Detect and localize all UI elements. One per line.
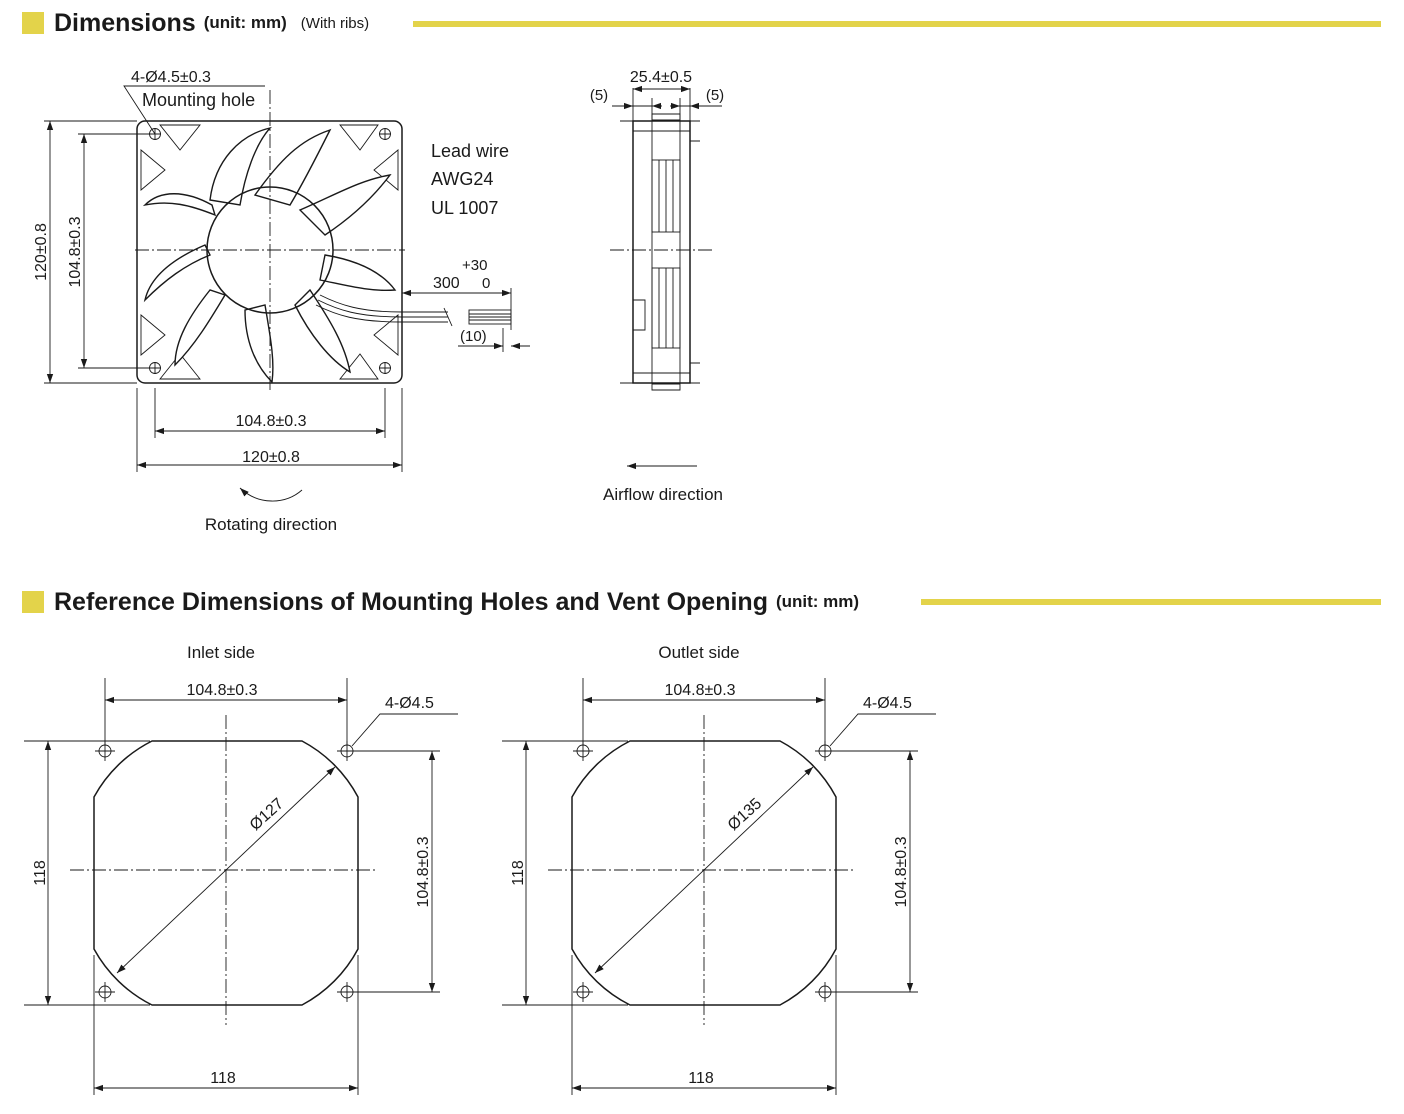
- outlet-label: Outlet side: [658, 643, 740, 662]
- diameter: Ø135: [724, 795, 766, 835]
- top-dim-label: 104.8±0.3: [664, 682, 736, 699]
- section-title: Reference Dimensions of Mounting Holes and Vent Opening: [54, 587, 768, 616]
- width-inner: 104.8±0.3: [235, 413, 307, 430]
- wire-tolerance-plus: +30: [462, 257, 488, 274]
- inlet-side-drawing: [24, 643, 458, 1095]
- side-hub: [633, 114, 680, 390]
- rotating-label: Rotating direction: [204, 515, 338, 534]
- depth: 25.4±0.5: [629, 69, 693, 86]
- airflow-label: Airflow direction: [603, 485, 723, 504]
- height-outer: 120±0.8: [33, 223, 50, 281]
- bottom-dim-label: 118: [210, 1070, 236, 1087]
- width-outer: 120±0.8: [242, 449, 300, 466]
- hole-leader: [352, 714, 458, 746]
- rib-left: (5): [589, 87, 609, 104]
- extension-lines: [633, 88, 690, 121]
- fan-front-view: [33, 69, 530, 534]
- hole-callout: 4-Ø4.5±0.3: [131, 69, 211, 86]
- section-title: Dimensions: [54, 8, 196, 37]
- fan-side-view: [590, 69, 724, 504]
- hole-label: Mounting hole: [142, 90, 256, 110]
- strip-length: (10): [460, 328, 487, 345]
- wire-tolerance-minus: 0: [482, 275, 491, 292]
- outlet-side-drawing: [502, 643, 936, 1095]
- inlet-label: Inlet side: [186, 643, 256, 662]
- right-dim-label: 104.8±0.3: [893, 836, 910, 908]
- hole-callout: 4-Ø4.5: [385, 695, 434, 712]
- lead-wires: [402, 308, 511, 326]
- section-note: (With ribs): [300, 14, 370, 32]
- lead-wire-gauge: AWG24: [431, 169, 494, 189]
- lead-wire-standard: UL 1007: [431, 198, 499, 218]
- hole-leader: [830, 714, 936, 746]
- section-unit: (unit: mm): [203, 13, 287, 32]
- rotating-arrow-icon: [240, 488, 302, 501]
- extension-lines: [44, 121, 155, 383]
- bottom-dim-label: 118: [688, 1070, 714, 1087]
- left-dim-label: 118: [510, 860, 527, 886]
- wire-length: 300: [433, 275, 460, 292]
- section-unit: (unit: mm): [775, 592, 860, 611]
- top-dim-label: 104.8±0.3: [186, 682, 258, 699]
- rib-right: (5): [705, 87, 725, 104]
- lead-wire-label: Lead wire: [431, 141, 510, 161]
- diameter: Ø127: [246, 795, 288, 835]
- left-dim-label: 118: [32, 860, 49, 886]
- hole-callout: 4-Ø4.5: [863, 695, 912, 712]
- right-dim-label: 104.8±0.3: [415, 836, 432, 908]
- height-inner: 104.8±0.3: [67, 216, 84, 288]
- wire-channel: [316, 295, 402, 322]
